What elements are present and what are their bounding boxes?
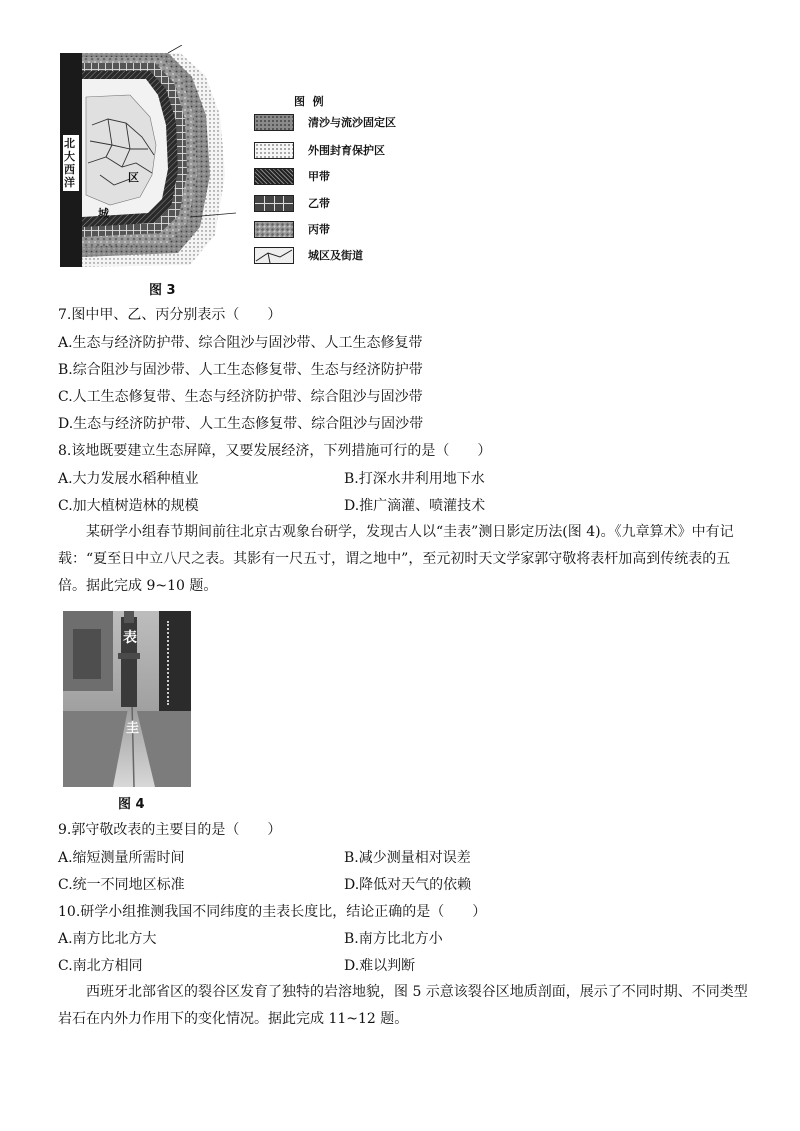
q9-stem: 9.郭守敬改表的主要目的是（ ）	[58, 822, 282, 838]
city-label-2: 城	[98, 207, 109, 220]
q7-option-a: A.生态与经济防护带、综合阻沙与固沙带、人工生态修复带	[58, 335, 423, 351]
q9-option-a: A.缩短测量所需时间	[58, 850, 185, 866]
dark-stipple-swatch	[254, 114, 294, 131]
q10-stem: 10.研学小组推测我国不同纬度的圭表长度比，结论正确的是（ ）	[58, 904, 487, 920]
legend-item	[254, 166, 330, 186]
q9-option-c: C.统一不同地区标准	[58, 877, 185, 893]
mottled-swatch	[254, 221, 294, 238]
q8-option-b: B.打深水井利用地下水	[344, 471, 485, 487]
figure-4-photo	[63, 611, 191, 787]
legend-item	[254, 140, 385, 160]
biao-label: 表	[123, 630, 137, 646]
legend-label: 乙带	[308, 197, 330, 210]
q8-option-a: A.大力发展水稻种植业	[58, 471, 199, 487]
wall-inscription	[167, 621, 175, 705]
q7-option-c: C.人工生态修复带、生态与经济防护带、综合阻沙与固沙带	[58, 389, 423, 405]
legend-label: 甲带	[308, 170, 330, 183]
q8-stem: 8.该地既要建立生态屏障，又要发展经济，下列措施可行的是（ ）	[58, 443, 492, 459]
q9-option-d: D.降低对天气的依赖	[344, 877, 472, 893]
street-swatch	[254, 247, 294, 264]
q7-option-b: B.综合阻沙与固沙带、人工生态修复带、生态与经济防护带	[58, 362, 423, 378]
q8-option-d: D.推广滴灌、喷灌技术	[344, 498, 486, 514]
q9-option-b: B.减少测量相对误差	[344, 850, 471, 866]
figure-3-caption: 图 3	[149, 283, 176, 298]
q7-option-d: D.生态与经济防护带、人工生态修复带、综合阻沙与固沙带	[58, 416, 424, 432]
light-dot-swatch	[254, 142, 294, 159]
desert-city-map	[60, 45, 250, 271]
q10-option-d: D.难以判断	[344, 958, 416, 974]
legend-label: 清沙与流沙固定区	[308, 116, 396, 129]
q8-option-c: C.加大植树造林的规模	[58, 498, 199, 514]
q10-option-a: A.南方比北方大	[58, 931, 157, 947]
legend-label: 丙带	[308, 223, 330, 236]
q10-option-b: B.南方比北方小	[344, 931, 443, 947]
intro-11-12: 西班牙北部省区的裂谷区发育了独特的岩溶地貌，图 5 示意该裂谷区地质剖面，展示了不同时期、不同类型岩石在内外力作用下的变化情况。据此完成 11~12 题。	[58, 984, 748, 1027]
figure-3	[60, 45, 250, 271]
legend-item	[254, 193, 330, 213]
figure-4-caption: 图 4	[118, 797, 145, 812]
q10-option-c: C.南北方相同	[58, 958, 143, 974]
ocean-label: 北大西洋	[64, 137, 75, 189]
city-label-1: 区	[128, 171, 139, 184]
legend-label: 外围封育保护区	[308, 144, 385, 157]
legend-label: 城区及街道	[308, 249, 363, 262]
q7-stem: 7.图中甲、乙、丙分别表示（ ）	[58, 307, 282, 323]
legend-item	[254, 245, 363, 265]
grid-swatch	[254, 195, 294, 212]
gui-label: 圭	[126, 721, 140, 736]
intro-9-10: 某研学小组春节期间前往北京古观象台研学，发现古人以“圭表”测日影定历法(图 4)。《九章算术》中有记载：“夏至日中立八尺之表。其影有一尺五寸，谓之地中”，至元初时天文学家郭守敬将表杆加高到传统表的五倍。据此完成 9~10 题。	[58, 524, 734, 594]
legend-item	[254, 219, 330, 239]
hatched-swatch	[254, 168, 294, 185]
legend-item	[254, 112, 396, 132]
legend-title: 图 例	[294, 95, 324, 108]
